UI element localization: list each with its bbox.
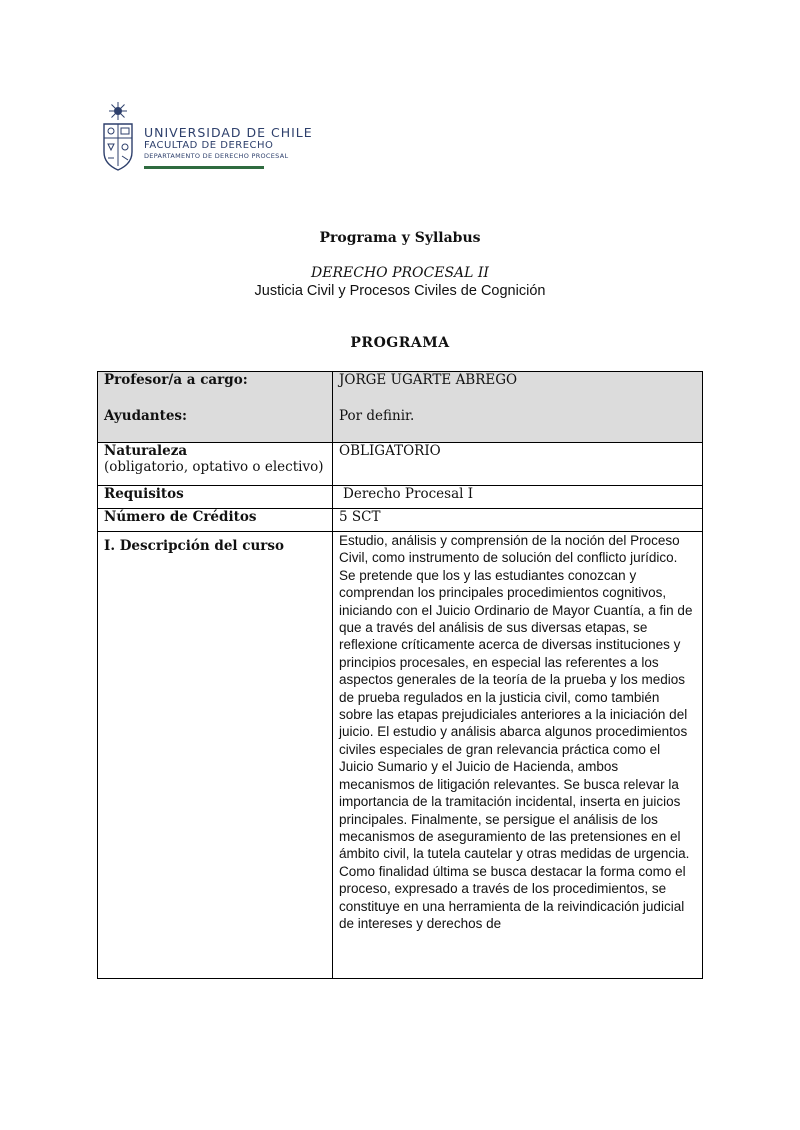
program-table [97, 371, 703, 979]
table-row-staff [98, 372, 703, 443]
table-row-nature [98, 443, 703, 486]
description-label: I. Descripción del curso [98, 532, 333, 979]
course-title: DERECHO PROCESAL II [311, 265, 489, 281]
professor-label: Profesor/a a cargo: [104, 372, 248, 388]
description-cell [333, 532, 703, 979]
staff-label-cell [98, 372, 333, 443]
requirements-label: Requisitos [98, 486, 333, 509]
assistants-label: Ayudantes: [104, 408, 187, 424]
nature-value: OBLIGATORIO [333, 443, 703, 486]
department-name: DEPARTAMENTO DE DERECHO PROCESAL [144, 152, 289, 160]
professor-value: JORGE UGARTE ABREGO [339, 372, 518, 388]
credits-value: 5 SCT [333, 509, 703, 532]
university-name-block [144, 126, 313, 161]
table-row-requirements [98, 486, 703, 509]
nature-label-cell [98, 443, 333, 486]
nature-sublabel: (obligatorio, optativo o electivo) [104, 459, 324, 475]
description-paragraph: Estudio, análisis y comprensión de la noción del Proceso Civil, como instrumento de solución del conflicto jurídico. Se pretende que los y las estudiantes conozcan y comprendan los principales procedimientos cognitivos, iniciando con el Juicio Ordinario de Mayor Cuantía, a fin de que a través del análisis de sus diversas etapas, se reflexione críticamente acerca de diversas instituciones y principios procesales, en especial las referentes a los aspectos generales de la teoría de la prueba y los medios de prueba regulados en la justicia civil, como también sobre las etapas prejudiciales anteriores a la iniciación del juicio. El estudio y análisis abarca algunos procedimientos civiles especiales de gran relevancia práctica como el Juicio Sumario y el Juicio de Hacienda, ambos mecanismos de litigación relevantes. Se busca relevar la importancia de la tramitación incidental, inserta en juicios principales. Finalmente, se persigue el análisis de los mecanismos de aseguramiento de las pretensiones en el ámbito civil, la tutela cautelar y otras medidas de urgencia. [339, 533, 693, 862]
requirements-value-cell [333, 486, 703, 509]
credits-label: Número de Créditos [98, 509, 333, 532]
document-title: Programa y Syllabus [319, 230, 481, 246]
description-paragraph: Como finalidad última se busca destacar la forma como el proceso, expresado a través de los procedimientos, se constituye en una herramienta de la reivindicación judicial de intereses y derechos de [339, 863, 686, 931]
requirements-value: Derecho Procesal I [343, 486, 474, 502]
nature-label: Naturaleza [104, 443, 188, 459]
section-heading: PROGRAMA [350, 335, 450, 351]
faculty-name: FACULTAD DE DERECHO [144, 140, 274, 151]
assistants-value: Por definir. [339, 408, 415, 424]
table-row-description [98, 532, 703, 979]
course-subtitle: Justicia Civil y Procesos Civiles de Cognición [254, 283, 546, 299]
university-logo [100, 100, 313, 174]
logo-divider [144, 166, 264, 169]
staff-value-cell [333, 372, 703, 443]
university-name: UNIVERSIDAD DE CHILE [144, 125, 313, 140]
table-row-credits [98, 509, 703, 532]
university-seal-icon [100, 100, 136, 172]
